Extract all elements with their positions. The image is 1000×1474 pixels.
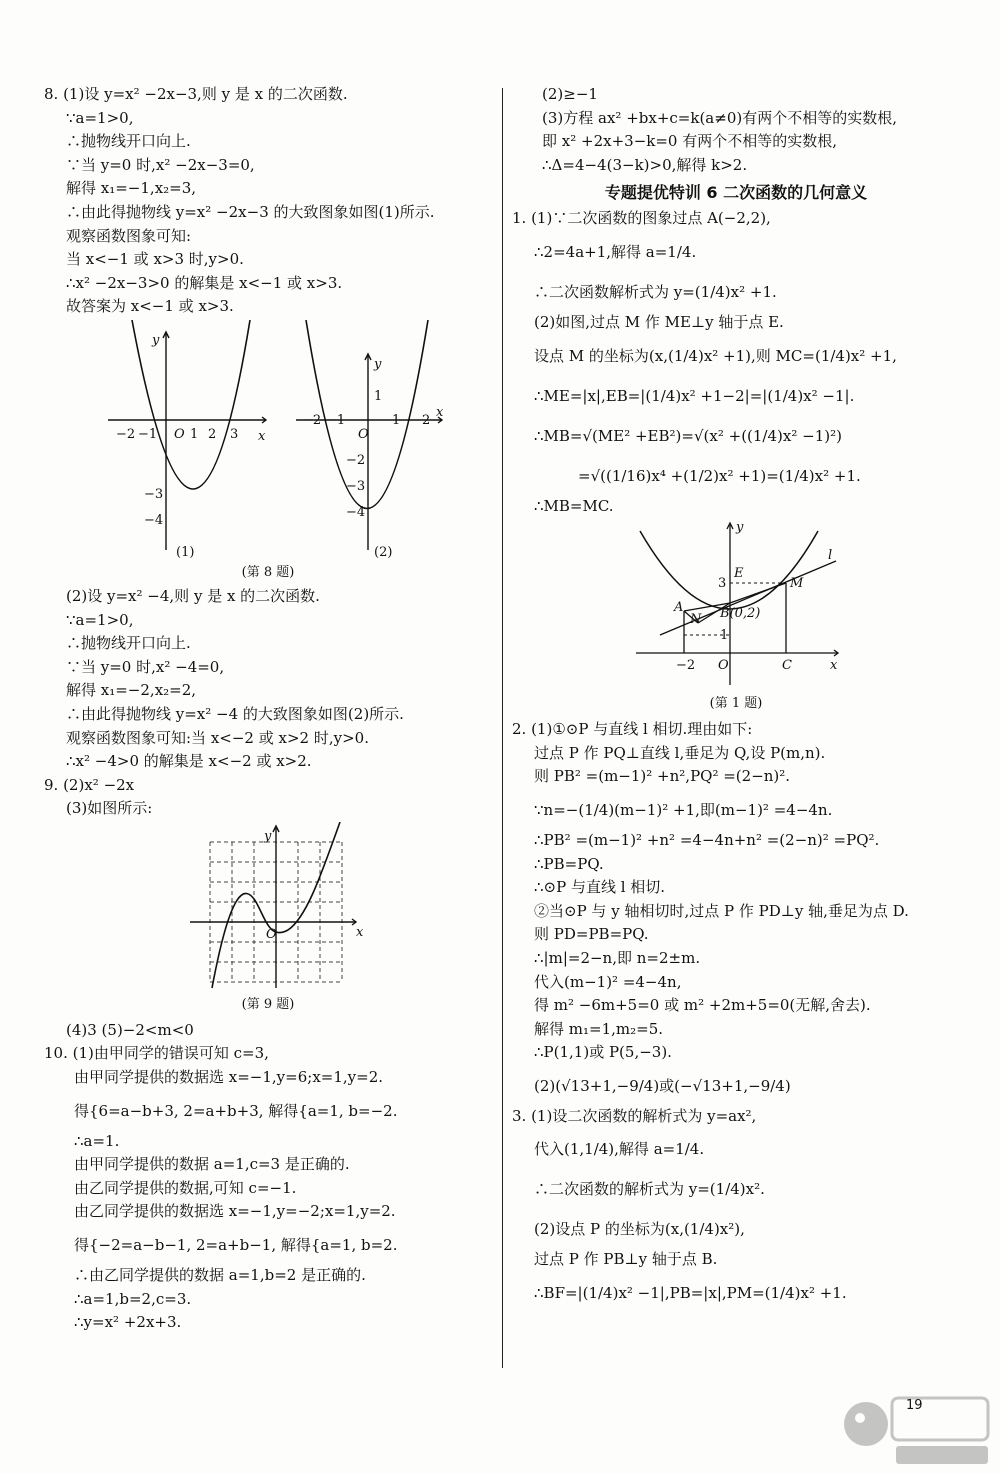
left-column — [44, 84, 492, 1336]
text-line: ∴a=1,b=2,c=3. — [74, 1289, 192, 1308]
axis-label: y — [736, 520, 744, 536]
text-line: 代入(1,1/4),解得 a=1/4. — [534, 1140, 705, 1159]
text-line: ∴二次函数的解析式为 y=(1/4)x². — [534, 1180, 765, 1199]
text-line: ∵a=1>0, — [66, 108, 134, 127]
section-title: 专题提优特训 6 二次函数的几何意义 — [604, 183, 868, 203]
text-line: 1. (1)∵二次函数的图象过点 A(−2,2), — [512, 209, 771, 228]
point-label: C — [782, 658, 792, 674]
text-line: ∴抛物线开口向上. — [66, 634, 191, 653]
text-line: 过点 P 作 PB⊥y 轴于点 B. — [534, 1250, 718, 1269]
axis-label: y — [264, 828, 272, 844]
q2 — [512, 719, 960, 1106]
point-label: N — [690, 612, 702, 628]
text-line: ∴二次函数解析式为 y=(1/4)x² +1. — [534, 282, 777, 301]
tick-label: −3 — [144, 486, 164, 502]
text-line: ∴抛物线开口向上. — [66, 132, 191, 151]
text-line: 得 m² −6m+5=0 或 m² +2m+5=0(无解,舍去). — [534, 996, 871, 1015]
text-line: ∴MB=MC. — [534, 496, 614, 515]
figure-caption: (第 8 题) — [241, 564, 295, 580]
tick-label: −2 — [302, 412, 322, 428]
text-line: (2)≥−1 — [542, 85, 598, 103]
text-line: ∴Δ=4−4(3−k)>0,解得 k>2. — [542, 155, 748, 174]
graph-1-labels — [116, 333, 266, 560]
q8-part2 — [44, 586, 492, 822]
text-line: ∴y=x² +2x+3. — [74, 1313, 182, 1332]
origin-label: O — [266, 926, 277, 942]
tick-label: 3 — [718, 576, 727, 592]
text-line: 过点 P 作 PQ⊥直线 l,垂足为 Q,设 P(m,n). — [534, 743, 826, 762]
sub-caption: (1) — [176, 544, 195, 560]
tick-label: 2 — [422, 412, 431, 428]
text-line: 则 PD=PB=PQ. — [534, 925, 649, 944]
text-line: ∴由此得抛物线 y=x² −4 的大致图象如图(2)所示. — [66, 704, 404, 723]
watermark-image — [844, 1398, 988, 1464]
origin-label: O — [174, 426, 185, 442]
figure-q8-graphs — [44, 320, 492, 560]
text-line: 代入(m−1)² =4−4n, — [534, 972, 682, 991]
text-line: ∵a=1>0, — [66, 610, 134, 629]
point-label: M — [790, 576, 804, 592]
tick-label: −1 — [138, 426, 158, 442]
tick-label: 1 — [392, 412, 401, 428]
text-line: ∴PB=PQ. — [534, 854, 604, 873]
figure-caption: (第 9 题) — [241, 996, 295, 1012]
text-line: (4)3 (5)−2<m<0 — [66, 1020, 194, 1039]
text-line: (2)设 y=x² −4,则 y 是 x 的二次函数. — [66, 586, 320, 605]
q3 — [512, 1106, 960, 1313]
origin-label: O — [358, 426, 369, 442]
text-line: 故答案为 x<−1 或 x>3. — [66, 297, 234, 316]
text-line: 9. (2)x² −2x — [44, 775, 135, 794]
q10 — [44, 1020, 492, 1336]
text-line: ∴ME=|x|,EB=|(1/4)x² +1−2|=|(1/4)x² −1|. — [534, 386, 855, 405]
text-line: (2)如图,过点 M 作 ME⊥y 轴于点 E. — [534, 312, 784, 331]
axis-label: x — [830, 658, 838, 674]
right-column — [512, 84, 960, 1313]
text-line: (2)(√13+1,−9/4)或(−√13+1,−9/4) — [534, 1076, 791, 1095]
text-line: ∴PB² =(m−1)² +n² =4−4n+n² =(2−n)² =PQ². — [534, 830, 880, 849]
figure-q9-graph — [44, 822, 492, 990]
axis-label: x — [258, 428, 266, 444]
graph-2-labels — [302, 357, 444, 560]
axis-label: x — [356, 924, 364, 940]
tick-label: 3 — [230, 426, 239, 442]
figure-q1 — [512, 519, 960, 689]
tick-label: 1 — [720, 628, 729, 644]
graph-2 — [296, 320, 442, 550]
figure-q1-lines — [636, 523, 838, 685]
q-continued — [512, 84, 960, 178]
axis-label: y — [374, 356, 382, 372]
tick-label: 2 — [208, 426, 217, 442]
text-line: (3)方程 ax² +bx+c=k(a≠0)有两个不相等的实数根, — [542, 108, 897, 127]
text-line: 2. (1)①⊙P 与直线 l 相切.理由如下: — [512, 720, 753, 739]
tick-label: −4 — [346, 504, 366, 520]
tick-label: −2 — [676, 658, 696, 674]
tick-label: −2 — [116, 426, 136, 442]
text-line: 由乙同学提供的数据选 x=−1,y=−2;x=1,y=2. — [74, 1202, 396, 1221]
tick-label: −4 — [144, 512, 164, 528]
text-line: 即 x² +2x+3−k=0 有两个不相等的实数根, — [542, 132, 837, 151]
point-label: B(0,2) — [720, 606, 761, 622]
column-divider — [502, 88, 503, 1368]
text-line: ∵当 y=0 时,x² −2x−3=0, — [66, 155, 255, 174]
text-line: 10. (1)由甲同学的错误可知 c=3, — [44, 1044, 269, 1063]
tick-label: −1 — [326, 412, 346, 428]
tick-label: −2 — [346, 452, 366, 468]
text-line: 解得 m₁=1,m₂=5. — [534, 1019, 664, 1038]
text-line: ∴a=1. — [74, 1131, 120, 1150]
text-line: ②当⊙P 与 y 轴相切时,过点 P 作 PD⊥y 轴,垂足为点 D. — [534, 901, 909, 920]
figure-q1-labels — [673, 520, 838, 673]
q8-part1 — [44, 84, 492, 320]
axes — [190, 822, 356, 988]
point-label: A — [674, 600, 684, 616]
text-line: 由甲同学提供的数据选 x=−1,y=6;x=1,y=2. — [74, 1068, 384, 1087]
origin-label: O — [718, 658, 729, 674]
text-line: 观察函数图象可知:当 x<−2 或 x>2 时,y>0. — [66, 728, 369, 747]
tick-label: 1 — [190, 426, 199, 442]
text-line: ∴|m|=2−n,即 n=2±m. — [534, 948, 701, 967]
point-label: E — [734, 566, 744, 582]
text-line: ∴x² −4>0 的解集是 x<−2 或 x>2. — [66, 752, 312, 771]
text-line: 则 PB² =(m−1)² +n²,PQ² =(2−n)². — [534, 767, 791, 786]
text-line: ∴P(1,1)或 P(5,−3). — [534, 1043, 672, 1062]
text-line: (2)设点 P 的坐标为(x,(1/4)x²), — [534, 1220, 745, 1239]
axis-label: x — [436, 404, 444, 420]
text-line: 解得 x₁=−2,x₂=2, — [66, 681, 197, 700]
figure-caption: (第 1 题) — [709, 696, 763, 712]
text-line: ∵当 y=0 时,x² −4=0, — [66, 657, 225, 676]
text-line: ∴⊙P 与直线 l 相切. — [534, 878, 666, 897]
text-line: 解得 x₁=−1,x₂=3, — [66, 179, 197, 198]
text-line: =√((1/16)x⁴ +(1/2)x² +1)=(1/4)x² +1. — [578, 466, 861, 485]
text-line: (3)如图所示: — [66, 799, 153, 818]
axis-label: y — [152, 332, 160, 348]
text-line: 设点 M 的坐标为(x,(1/4)x² +1),则 MC=(1/4)x² +1, — [534, 346, 897, 365]
text-line: 8. (1)设 y=x² −2x−3,则 y 是 x 的二次函数. — [44, 85, 348, 103]
text-line: 3. (1)设二次函数的解析式为 y=ax², — [512, 1106, 757, 1125]
text-line: ∵n=−(1/4)(m−1)² +1,即(m−1)² =4−4n. — [534, 800, 833, 819]
figure-q9 — [44, 822, 492, 990]
page-number: 19 — [906, 1398, 923, 1413]
system-of-equations: 得{6=a−b+3, 2=a+b+3, 解得{a=1, b=−2. — [74, 1101, 398, 1120]
figure-q1-graph — [512, 519, 960, 689]
q1 — [512, 208, 960, 519]
text-line: ∴由此得抛物线 y=x² −2x−3 的大致图象如图(1)所示. — [66, 202, 435, 221]
text-line: ∴由乙同学提供的数据 a=1,b=2 是正确的. — [74, 1266, 366, 1285]
watermark-logo — [836, 1384, 996, 1470]
figure-q8 — [44, 320, 492, 560]
figure-q9-labels — [263, 829, 364, 942]
tick-label: 1 — [374, 388, 383, 404]
text-line: ∴x² −2x−3>0 的解集是 x<−1 或 x>3. — [66, 273, 343, 292]
text-line: 由甲同学提供的数据 a=1,c=3 是正确的. — [74, 1155, 350, 1174]
text-line: ∴BF=|(1/4)x² −1|,PB=|x|,PM=(1/4)x² +1. — [534, 1284, 847, 1303]
text-line: ∴MB=√(ME² +EB²)=√(x² +((1/4)x² −1)²) — [534, 426, 842, 445]
system-of-equations: 得{−2=a−b−1, 2=a+b−1, 解得{a=1, b=2. — [74, 1236, 398, 1255]
text-line: ∴2=4a+1,解得 a=1/4. — [534, 242, 697, 261]
text-line: 观察函数图象可知: — [66, 226, 192, 245]
text-line: 当 x<−1 或 x>3 时,y>0. — [66, 250, 244, 269]
sub-caption: (2) — [374, 544, 393, 560]
text-line: 由乙同学提供的数据,可知 c=−1. — [74, 1178, 297, 1197]
tick-label: −3 — [346, 478, 366, 494]
line-label: l — [828, 548, 833, 564]
